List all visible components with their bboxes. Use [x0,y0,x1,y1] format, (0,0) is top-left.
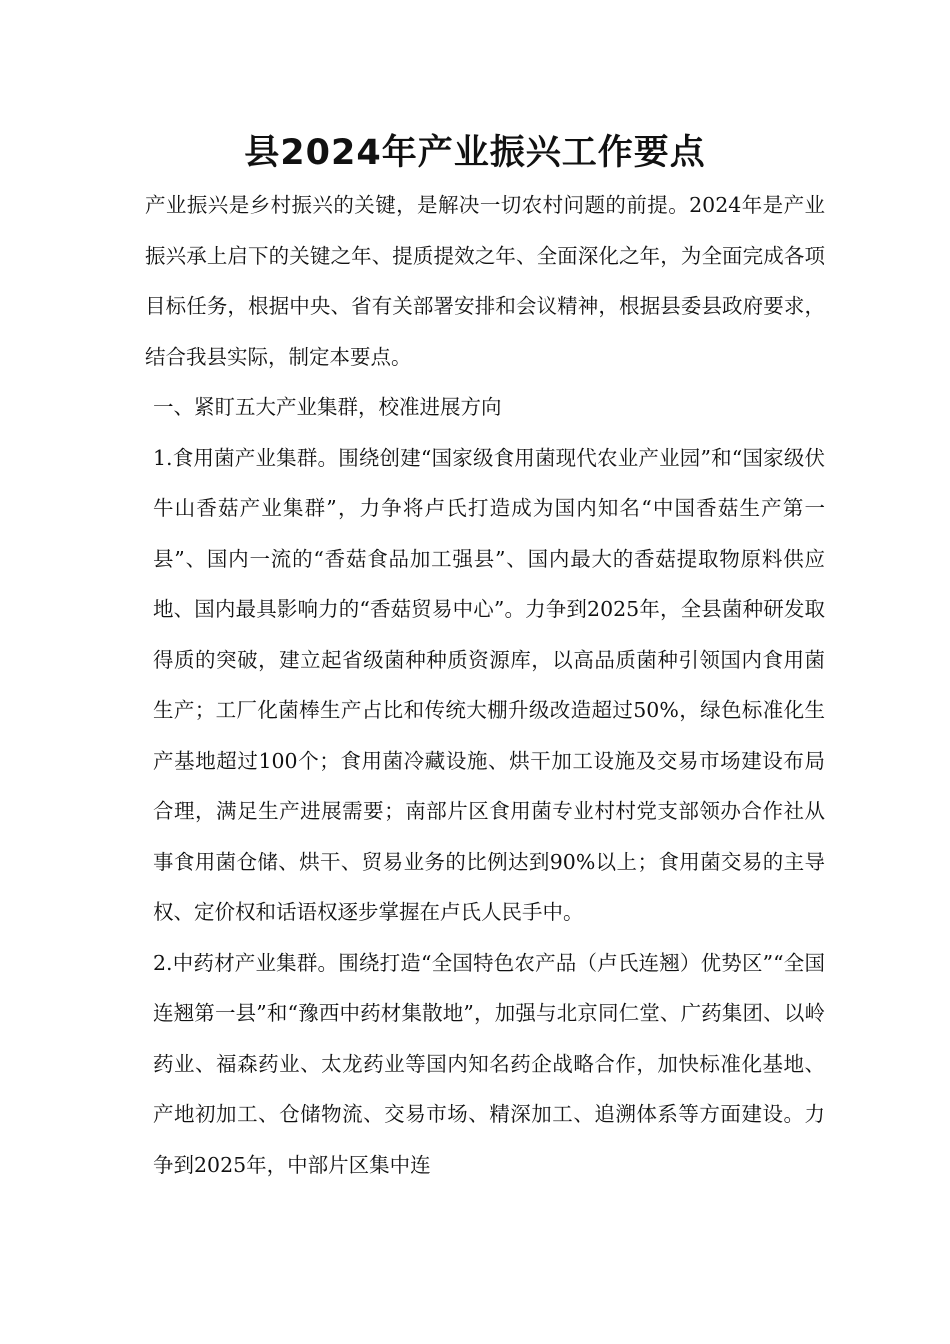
document-title: 县2024年产业振兴工作要点 [244,133,706,173]
section-heading-1: 一、紧盯五大产业集群，校准进展方向 [153,395,502,419]
document-body [145,180,825,1190]
item-paragraph-1: 1.食用菌产业集群。围绕创建“国家级食用菌现代农业产业园”和“国家级伏牛山香菇产业集群”，力争将卢氏打造成为国内知名“中国香菇生产第一县”、国内一流的“香菇食品加工强县”、国内最大的香菇提取物原料供应地、国内最具影响力的“香菇贸易中心”。力争到2025年，全县菌种研发取得质的突破，建立起省级菌种种质资源库，以高品质菌种引领国内食用菌生产；工厂化菌棒生产占比和传统大棚升级改造超过50%，绿色标准化生产基地超过100个；食用菌冷藏设施、烘干加工设施及交易市场建设布局合理，满足生产进展需要；南部片区食用菌专业村村党支部领办合作社从事食用菌仓储、烘干、贸易业务的比例达到90%以上；食用菌交易的主导权、定价权和话语权逐步掌握在卢氏人民手中。 [153,445,825,924]
intro-paragraph: 产业振兴是乡村振兴的关键，是解决一切农村问题的前提。2024年是产业振兴承上启下的关键之年、提质提效之年、全面深化之年，为全面完成各项目标任务，根据中央、省有关部署安排和会议精神，根据县委县政府要求，结合我县实际，制定本要点。 [145,193,825,369]
item-paragraph-2: 2.中药材产业集群。围绕打造“全国特色农产品（卢氏连翘）优势区”“全国连翘第一县”和“豫西中药材集散地”，加强与北京同仁堂、广药集团、以岭药业、福森药业、太龙药业等国内知名药企战略合作，加快标准化基地、产地初加工、仓储物流、交易市场、精深加工、追溯体系等方面建设。力争到2025年，中部片区集中连 [153,950,825,1177]
